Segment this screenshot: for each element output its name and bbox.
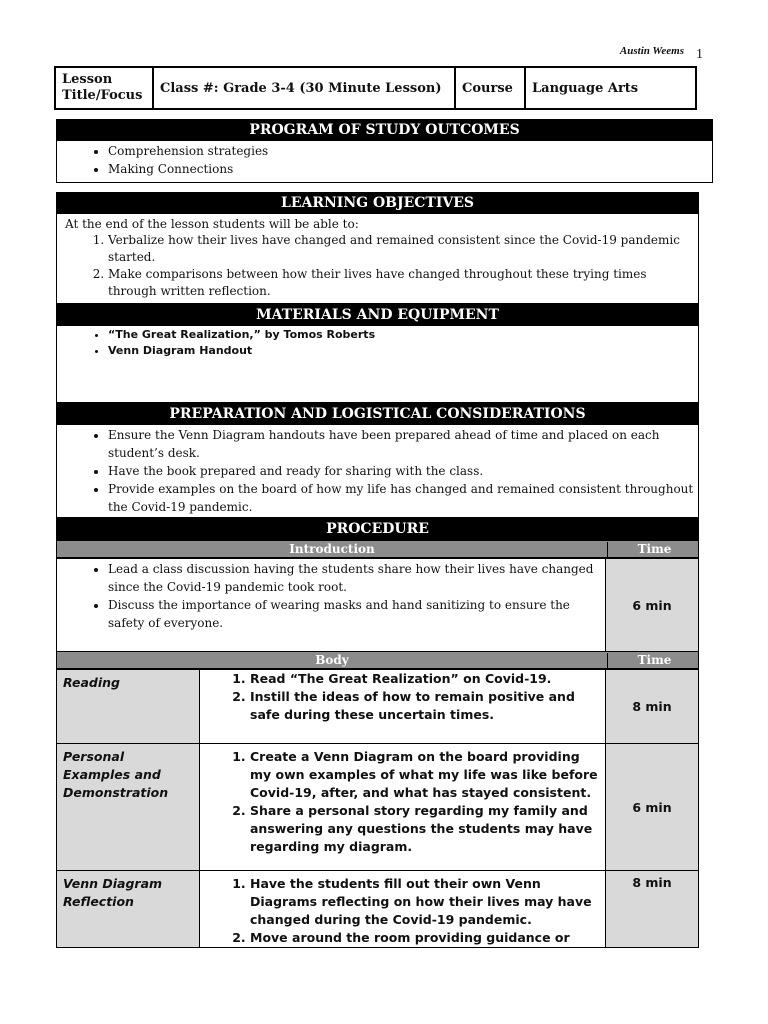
class-value: Class #: Grade 3-4 (30 Minute Lesson) <box>153 67 455 109</box>
material-item: • Venn Diagram Handout <box>108 343 698 359</box>
body-label: Body <box>315 653 349 667</box>
introduction-item: • Discuss the importance of wearing masks and hand sanitizing to ensure the safety of everyone. <box>108 596 605 632</box>
body-row-time: 8 min <box>606 871 699 948</box>
body-step: 2. Share a personal story regarding my family and answering any questions the students may have regarding my diagram. <box>250 802 605 856</box>
table-row <box>57 744 699 871</box>
body-row-steps <box>200 871 606 948</box>
preparation-heading: PREPARATION AND LOGISTICAL CONSIDERATIONS <box>56 403 699 425</box>
objective-item: 1. Verbalize how their lives have changed and remained consistent since the Covid-19 pandemic started. <box>108 232 698 266</box>
body-row-time: 8 min <box>606 670 699 744</box>
table-row <box>57 871 699 948</box>
introduction-label: Introduction <box>289 542 375 556</box>
outcome-item: • Comprehension strategies <box>108 142 712 160</box>
program-outcomes-box <box>56 141 713 183</box>
introduction-content <box>57 559 606 652</box>
objective-item: 2. Make comparisons between how their lives have changed throughout these trying times through written reflection. <box>108 266 698 300</box>
body-table <box>56 669 699 948</box>
body-row-time: 6 min <box>606 744 699 871</box>
body-step: 1. Read “The Great Realization” on Covid-19. <box>250 670 605 688</box>
materials-heading: MATERIALS AND EQUIPMENT <box>56 304 699 326</box>
introduction-time: 6 min <box>606 559 699 652</box>
body-header-row <box>56 651 699 669</box>
preparation-box <box>56 425 699 518</box>
introduction-time-label: Time <box>607 542 701 558</box>
material-item: • “The Great Realization,” by Tomos Roberts <box>108 327 698 343</box>
program-outcomes-heading: PROGRAM OF STUDY OUTCOMES <box>56 119 713 141</box>
author-name: Austin Weems <box>619 45 684 57</box>
preparation-item: • Provide examples on the board of how my life has changed and remained consistent throughout the Covid-19 pandemic. <box>108 480 698 516</box>
introduction-table <box>56 558 699 652</box>
learning-objectives-box <box>56 214 699 304</box>
procedure-heading: PROCEDURE <box>56 518 699 540</box>
table-row <box>57 670 699 744</box>
body-step: 2. Move around the room providing guidance or <box>250 929 605 947</box>
body-row-steps <box>200 670 606 744</box>
body-row-label: Venn Diagram Reflection <box>57 871 200 948</box>
lesson-title-table <box>54 66 697 110</box>
learning-objectives-heading: LEARNING OBJECTIVES <box>56 192 699 214</box>
course-value: Language Arts <box>525 67 696 109</box>
body-row-label: Personal Examples and Demonstration <box>57 744 200 871</box>
introduction-header-row <box>56 540 699 558</box>
page-number: 1 <box>696 47 703 62</box>
outcome-item: • Making Connections <box>108 160 712 178</box>
body-step: 2. Instill the ideas of how to remain positive and safe during these uncertain times. <box>250 688 605 724</box>
introduction-item: • Lead a class discussion having the students share how their lives have changed since the Covid-19 pandemic took root. <box>108 560 605 596</box>
body-row-steps <box>200 744 606 871</box>
objectives-intro: At the end of the lesson students will be able to: <box>65 217 359 231</box>
preparation-item: • Have the book prepared and ready for sharing with the class. <box>108 462 698 480</box>
body-step: 1. Have the students fill out their own Venn Diagrams reflecting on how their lives may have changed during the Covid-19 pandemic. <box>250 875 605 929</box>
lesson-title-label: Lesson Title/Focus <box>55 67 153 109</box>
preparation-item: • Ensure the Venn Diagram handouts have been prepared ahead of time and placed on each student’s desk. <box>108 426 698 462</box>
body-time-label: Time <box>607 653 701 669</box>
body-row-label: Reading <box>57 670 200 744</box>
body-step: 1. Create a Venn Diagram on the board providing my own examples of what my life was like before Covid-19, after, and what has stayed consistent. <box>250 748 605 802</box>
materials-box <box>56 326 699 403</box>
course-label: Course <box>455 67 525 109</box>
